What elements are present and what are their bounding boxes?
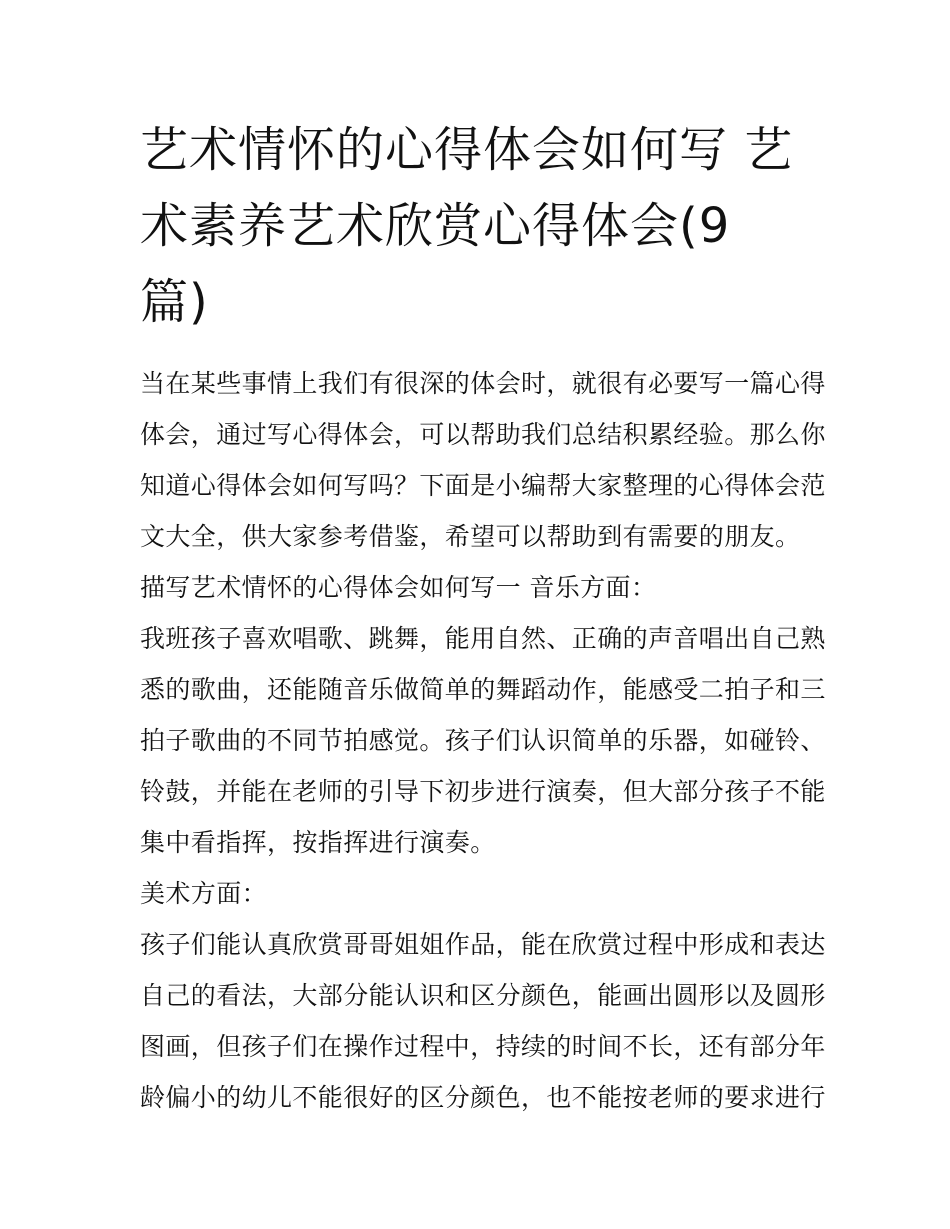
text-line: 知道心得体会如何写吗？下面是小编帮大家整理的心得体会范 (140, 471, 826, 500)
document-page (140, 112, 826, 1123)
text-line: 自己的看法，大部分能认识和区分颜色，能画出圆形以及圆形 (140, 981, 826, 1010)
section-heading-music (140, 562, 820, 613)
art-paragraph (140, 919, 826, 1123)
document-body (140, 358, 826, 1123)
text-line: 当在某些事情上我们有很深的体会时，就很有必要写一篇心得 (140, 369, 826, 398)
text-line: 我班孩子喜欢唱歌、跳舞，能用自然、正确的声音唱出自己熟 (140, 624, 826, 653)
text-line: 美术方面： (140, 879, 268, 908)
text-line: 龄偏小的幼儿不能很好的区分颜色，也不能按老师的要求进行 (140, 1083, 826, 1112)
text-line: 描写艺术情怀的心得体会如何写一 音乐方面： (140, 573, 657, 602)
intro-paragraph (140, 358, 826, 562)
text-line: 集中看指挥，按指挥进行演奏。 (140, 828, 496, 857)
text-line: 图画，但孩子们在操作过程中，持续的时间不长，还有部分年 (140, 1032, 826, 1061)
text-line: 铃鼓，并能在老师的引导下初步进行演奏，但大部分孩子不能 (140, 777, 826, 806)
title-line: 术素养艺术欣赏心得体会(9 (140, 198, 731, 254)
title-line: 艺术情怀的心得体会如何写 艺 (140, 122, 794, 178)
text-line: 体会，通过写心得体会，可以帮助我们总结积累经验。那么你 (140, 420, 826, 449)
text-line: 孩子们能认真欣赏哥哥姐姐作品，能在欣赏过程中形成和表达 (140, 930, 826, 959)
document-title (140, 112, 812, 340)
section-heading-art (140, 868, 820, 919)
music-paragraph (140, 613, 826, 868)
title-line: 篇) (140, 274, 209, 330)
text-line: 文大全，供大家参考借鉴，希望可以帮助到有需要的朋友。 (140, 522, 801, 551)
text-line: 拍子歌曲的不同节拍感觉。孩子们认识简单的乐器，如碰铃、 (140, 726, 826, 755)
text-line: 悉的歌曲，还能随音乐做简单的舞蹈动作，能感受二拍子和三 (140, 675, 826, 704)
